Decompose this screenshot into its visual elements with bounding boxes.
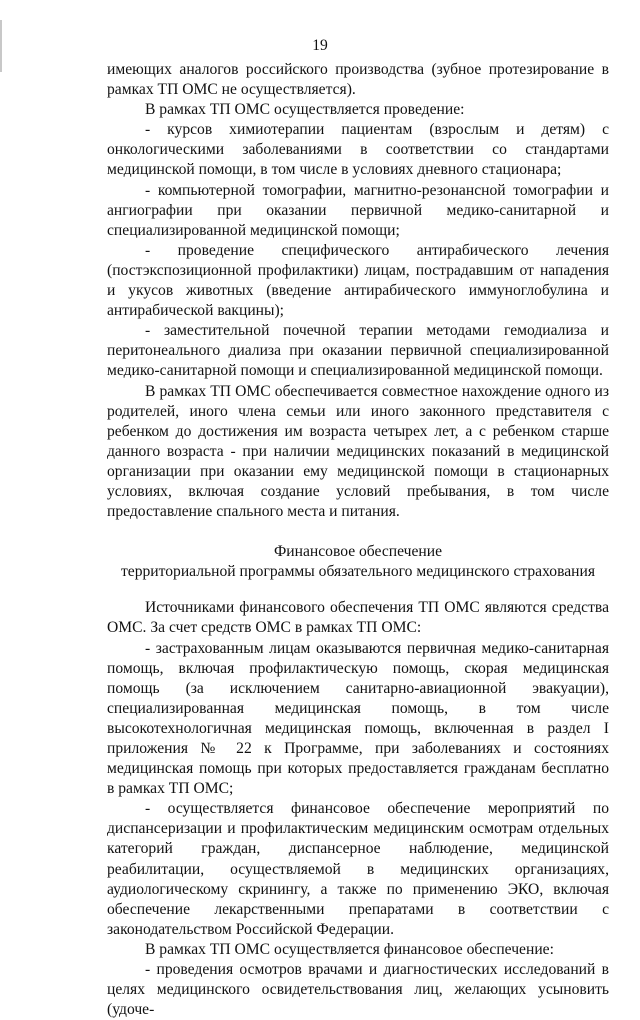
list-item-dispensary-funding: - осуществляется финансовое обеспечение мероприятий по диспансеризации и профилактическим медицинским осмотрам отдельных категорий граждан, диспансерное наблюдение, медицинской реабилитации, осуществляемой в медицинских организациях, аудиологическому скринингу, а также по применению ЭКО, включая обеспечение лекарственными препаратами в соответствии с законодательством Российской Федерации. [107,800,609,938]
paragraph: В рамках ТП ОМС осуществляется проведение: [145,101,465,119]
list-item-adoption-exams: - проведения осмотров врачами и диагностических исследований в целях медицинского освидетельствования лиц, желающих усыновить (удоче- [107,961,609,1019]
list-item-insured-care: - застрахованным лицам оказываются первичная медико-санитарная помощь, включая профилактическую помощь, скорая медицинская помощь (за исключением санитарно-авиационной эвакуации), специализированная медицинская помощь, в том числе высокотехнологичная медицинская помощь, включенная в раздел I приложения № 22 к Программе, при заболеваниях и состояниях медицинская помощь при которых предоставляется гражданам бесплатно в рамках ТП ОМС; [107,639,609,798]
page-number: 19 [312,37,328,54]
paragraph: имеющих аналогов российского производства (зубное протезирование в рамках ТП ОМС не осуществляется). [107,61,609,99]
list-item-dialysis: - заместительной почечной терапии методами гемодиализа и перитонеального диализа при оказании первичной специализированной медико-санитарной помощи и специализированной медицинской помощи. [107,322,609,380]
list-item-tomography: - компьютерной томографии, магнитно-резонансной томографии и ангиографии при оказании первичной медико-санитарной и специализированной медицинской помощи; [107,181,609,239]
list-item-chemotherapy: - курсов химиотерапии пациентам (взрослым и детям) с онкологическими заболеваниями в соответствии со стандартами медицинской помощи, в том числе в условиях дневного стационара; [107,121,609,179]
list-item-antirabies: - проведение специфического антирабического лечения (постэкспозиционной профилактики) лицам, пострадавшим от нападения и укусов животных (введение антирабического иммуноглобулина и антирабической вакцины); [107,241,609,320]
section-heading-line-1: Финансовое обеспечение [273,543,443,561]
paragraph: В рамках ТП ОМС осуществляется финансовое обеспечение: [145,940,554,958]
paragraph: Источниками финансового обеспечения ТП ОМС являются средства ОМС. За счет средств ОМС в рамках ТП ОМС: [107,599,609,637]
section-heading [107,542,609,582]
paragraphs-after-heading [107,598,609,1020]
paragraph: В рамках ТП ОМС обеспечивается совместное нахождение одного из родителей, иного члена семьи или иного законного представителя с ребенком до достижения им возраста четырех лет, а с ребенком старше данного возраста - при наличии медицинских показаний в медицинской организации при оказании ему медицинской помощи в стационарных условиях, включая создание условий пребывания, в том числе предоставление спального места и питания. [107,382,609,521]
text-column [107,60,609,1020]
paragraphs-before-heading [107,60,609,522]
section-heading-line-2: территориальной программы обязательного медицинского страхования [120,563,596,581]
